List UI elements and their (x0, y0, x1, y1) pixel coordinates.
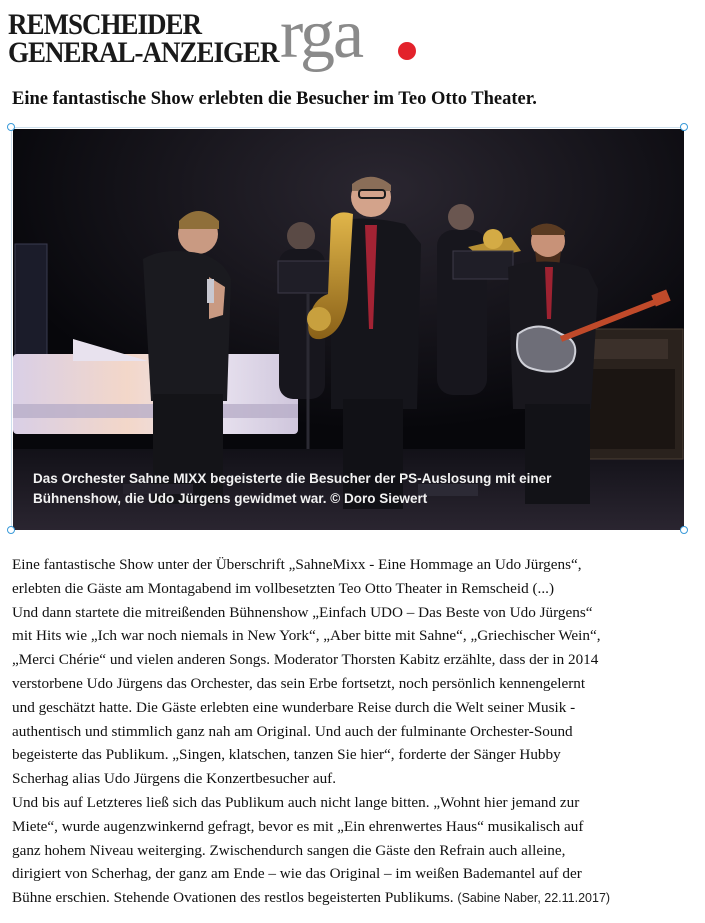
article-line: erlebten die Gäste am Montagabend im vollbesetzten Teo Otto Theater in Remscheid (...) (12, 579, 555, 597)
resize-handle-top-right[interactable] (680, 123, 688, 131)
logo-dot-icon (398, 42, 416, 60)
photo-caption-line1: Das Orchester Sahne MIXX begeisterte die Besucher der PS-Auslosung mit einer (33, 471, 552, 486)
newspaper-name (8, 7, 279, 69)
article-line: begeisterte das Publikum. „Singen, klatschen, tanzen Sie hier“, forderte der Sänger Hubby (12, 746, 561, 764)
article-line: Und bis auf Letzteres ließ sich das Publikum auch nicht lange bitten. „Wohnt hier jemand zur (12, 793, 580, 811)
rga-logo: rga (280, 0, 363, 73)
article-line: Miete“, wurde augenzwinkernd gefragt, bevor es mit „Ein ehrenwertes Haus“ musikalisch auf (12, 817, 584, 835)
resize-handle-top-left[interactable] (7, 123, 15, 131)
article-byline: (Sabine Naber, 22.11.2017) (457, 891, 611, 906)
photo-caption-line2: Bühnenshow, die Udo Jürgens gewidmet war. © Doro Siewert (33, 491, 428, 506)
article-line: Eine fantastische Show unter der Überschrift „SahneMixx - Eine Hommage an Udo Jürgens“, (12, 556, 582, 573)
resize-handle-bottom-right[interactable] (680, 526, 688, 534)
newspaper-name-line2: GENERAL-ANZEIGER (8, 35, 279, 69)
newspaper-name-line1: REMSCHEIDER (8, 7, 202, 41)
resize-handle-bottom-left[interactable] (7, 526, 15, 534)
article-line: mit Hits wie „Ich war noch niemals in New York“, „Aber bitte mit Sahne“, „Griechischer Wein“, (12, 627, 601, 645)
article-body (12, 553, 700, 911)
article-headline: Eine fantastische Show erlebten die Besucher im Teo Otto Theater. (12, 89, 537, 109)
article-photo-frame[interactable] (11, 127, 684, 530)
article-line: authentisch und stimmlich ganz nah am Original. Und auch der fulminante Orchester-Sound (12, 722, 573, 740)
article-line: Scherhag alias Udo Jürgens die Konzertbesucher auf. (12, 770, 337, 788)
article-line: verstorbene Udo Jürgens das Orchester, das sein Erbe fortsetzt, noch persönlich kennengelernt (12, 674, 586, 692)
concert-photo (13, 129, 684, 530)
photo-caption (33, 469, 673, 509)
article-line: und geschätzt hatte. Die Gäste erlebten eine wunderbare Reise durch die Welt seiner Musik - (12, 698, 576, 716)
article-line: ganz hohem Niveau weiterging. Zwischendurch sangen die Gäste den Refrain auch alleine, (12, 841, 566, 859)
article-last-line-text: Bühne erschien. Stehende Ovationen des restlos begeisterten Publikums. (12, 889, 454, 907)
article-line: „Merci Chérie“ und vielen anderen Songs. Moderator Thorsten Kabitz erzählte, dass der in 2014 (12, 651, 599, 669)
article-last-line (12, 886, 700, 911)
article-line: Und dann startete die mitreißenden Bühnenshow „Einfach UDO – Das Beste von Udo Jürgens“ (12, 603, 593, 621)
masthead (8, 0, 428, 76)
article-line: dirigiert von Scherhag, der ganz am Ende – wie das Original – im weißen Bademantel auf der (12, 865, 582, 883)
